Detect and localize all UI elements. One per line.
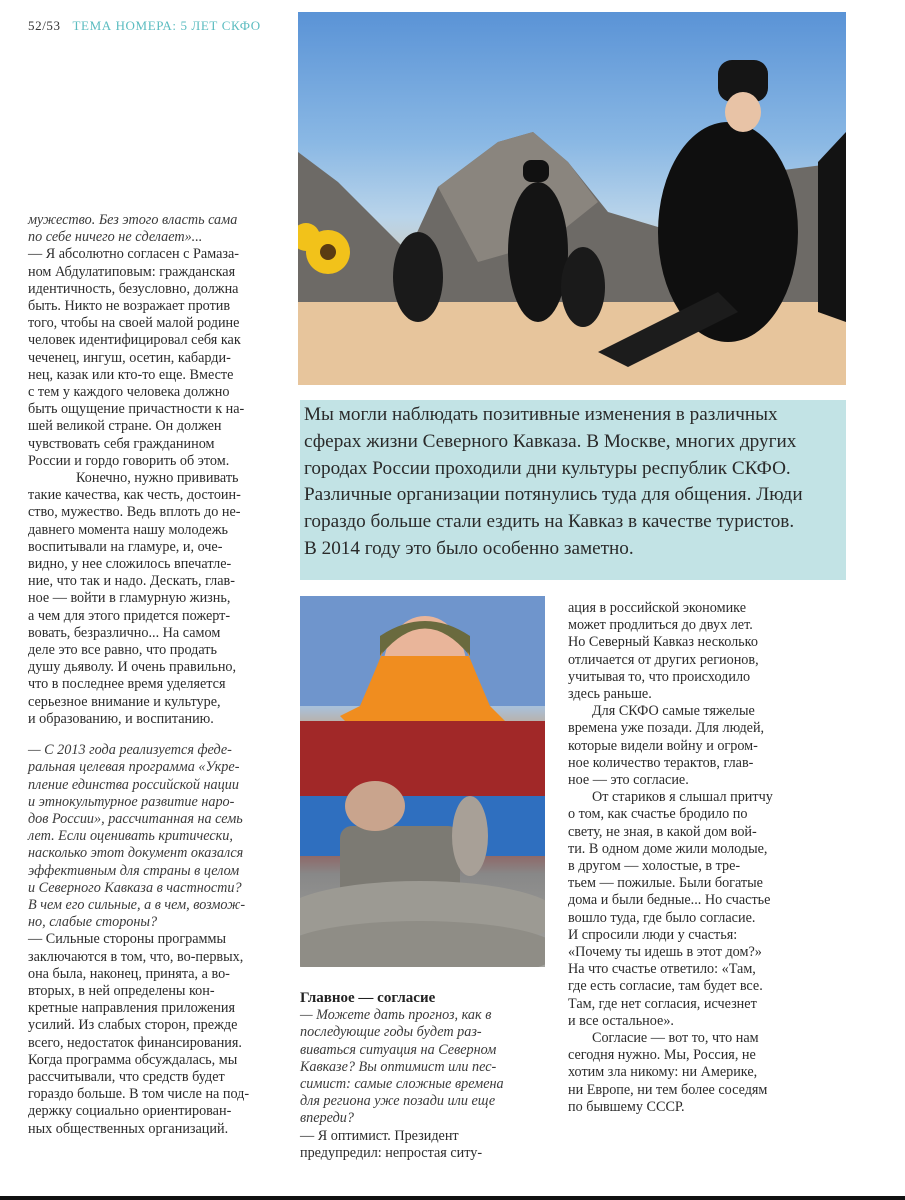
- running-header: [28, 18, 261, 34]
- text-line: Для СКФО самые тяжелые: [592, 703, 755, 720]
- text-line: ние, что так и надо. Дескать, глав-: [28, 573, 235, 590]
- text-line: человек идентифицировал себя как: [28, 332, 241, 349]
- text-line: ных общественных организаций.: [28, 1120, 229, 1137]
- text-line: В чем его сильные, а в чем, возмож-: [28, 896, 246, 913]
- text-line: что в последнее время уделяется: [28, 676, 226, 693]
- text-line: в другом — холостые, в тре-: [568, 858, 741, 875]
- text-line: Конечно, нужно прививать: [76, 470, 239, 487]
- text-line: о том, как счастье бродило по: [568, 806, 748, 823]
- text-line: чеченец, ингуш, осетин, кабарди-: [28, 349, 231, 366]
- text-line: ральная целевая программа «Укре-: [28, 759, 240, 776]
- pull-quote-line: Мы могли наблюдать позитивные изменения в различных: [304, 404, 778, 425]
- text-line: вторых, в ней определены кон-: [28, 982, 215, 999]
- text-line: быть ощущение причастности к на-: [28, 401, 245, 418]
- text-line: но, слабые стороны?: [28, 914, 158, 931]
- text-line: для региона уже позади или еще: [300, 1093, 496, 1110]
- potter-illustration: [300, 596, 545, 967]
- text-line: давнего момента нашу молодежь: [28, 521, 228, 538]
- text-line: чувствовать себя гражданином: [28, 435, 215, 452]
- text-line: дома и были бедные... Но счастье: [568, 892, 771, 909]
- interview-question: [300, 1007, 550, 1127]
- text-line: всего, недостаток финансирования.: [28, 1034, 242, 1051]
- text-line: насколько этот документ оказался: [28, 845, 244, 862]
- text-line: Но Северный Кавказ несколько: [568, 634, 758, 651]
- text-line: а чем для этого придется пожерт-: [28, 607, 231, 624]
- text-line: сегодня нужно. Мы, Россия, не: [568, 1047, 756, 1064]
- text-line: ное — войти в гламурную жизнь,: [28, 590, 231, 607]
- text-line: предупредил: непростая ситу-: [300, 1144, 483, 1161]
- text-line: эффективным для страны в целом: [28, 862, 240, 879]
- text-line: кретные направления приложения: [28, 1000, 236, 1017]
- article-column-2: [300, 990, 550, 1162]
- text-line: по себе ничего не сделает»...: [28, 229, 203, 246]
- text-line: последующие годы будет раз-: [300, 1024, 482, 1041]
- pull-quote-line: В 2014 году это было особенно заметно.: [304, 537, 634, 559]
- article-column-1: [28, 212, 278, 1138]
- text-line: воспитывали на гламуре, и, оче-: [28, 538, 223, 555]
- text-line: От стариков я слышал притчу: [592, 789, 773, 806]
- photo-dancers: [298, 12, 846, 385]
- text-line: учитывая то, что происходило: [568, 668, 751, 685]
- text-line: держку социально ориентирован-: [28, 1103, 232, 1120]
- article-column-3: [568, 600, 808, 1116]
- text-line: Согласие — вот то, что нам: [592, 1030, 759, 1047]
- text-line: — Сильные стороны программы: [28, 931, 227, 948]
- text-line: дов России», рассчитанная на семь: [28, 810, 243, 827]
- pull-quote-line: сферах жизни Северного Кавказа. В Москве, многих других: [304, 430, 797, 452]
- text-line: На что счастье ответило: «Там,: [568, 961, 756, 978]
- text-line: — Я оптимист. Президент: [300, 1127, 459, 1144]
- text-line: «Почему ты идешь в этот дом?»: [568, 944, 762, 961]
- text-line: гораздо больше. В том числе на под-: [28, 1086, 250, 1103]
- text-line: деле это все равно, что продать: [28, 642, 217, 659]
- text-line: и все остальное».: [568, 1012, 674, 1029]
- text-line: виваться ситуация на Северном: [300, 1041, 497, 1058]
- quote-continuation: [28, 212, 278, 246]
- text-line: ное — это согласие.: [568, 772, 689, 789]
- body-paragraph: [28, 470, 278, 728]
- text-line: идентичность, безусловно, должна: [28, 280, 239, 297]
- body-paragraph: [568, 789, 808, 1030]
- text-line: симист: самые сложные времена: [300, 1076, 504, 1093]
- body-paragraph: [568, 1030, 808, 1116]
- text-line: ация в российской экономике: [568, 600, 747, 616]
- pull-quote-line: Различные организации потянулись туда для общения. Люди: [304, 484, 803, 506]
- text-line: ни Европе, ни тем более соседям: [568, 1081, 768, 1098]
- text-line: тьем — пожилые. Были богатые: [568, 875, 763, 892]
- text-line: усилий. Из слабых сторон, прежде: [28, 1017, 238, 1034]
- section-title: ТЕМА НОМЕРА: 5 ЛЕТ СКФО: [72, 18, 261, 33]
- text-line: России и гордо говорить об этом.: [28, 452, 230, 469]
- text-line: может продлиться до двух лет.: [568, 617, 753, 634]
- text-line: ном Абдулатиповым: гражданская: [28, 263, 236, 280]
- text-line: Кавказе? Вы оптимист или пес-: [300, 1058, 497, 1075]
- text-line: лет. Если оценивать критически,: [28, 828, 233, 845]
- text-line: шей великой стране. Он должен: [28, 418, 222, 435]
- text-line: впереди?: [300, 1110, 354, 1127]
- body-paragraph: [568, 703, 808, 789]
- text-line: ное количество терактов, глав-: [568, 754, 754, 771]
- answer-paragraph: [28, 931, 278, 1137]
- pull-quote-line: гораздо больше стали ездить на Кавказ в качестве туристов.: [304, 511, 795, 533]
- body-paragraph: [568, 600, 808, 703]
- text-line: такие качества, как честь, достоин-: [28, 487, 241, 504]
- text-line: с тем у каждого человека должно: [28, 384, 230, 401]
- text-line: здесь раньше.: [568, 686, 652, 703]
- dancers-illustration: [298, 12, 846, 385]
- text-line: нец, казак или кто-то еще. Вместе: [28, 366, 234, 383]
- text-line: — Я абсолютно согласен с Рамаза-: [28, 246, 239, 263]
- text-line: — Можете дать прогноз, как в: [300, 1007, 492, 1024]
- subheading: Главное — согласие: [300, 990, 436, 1006]
- text-line: которые видели войну и огром-: [568, 737, 758, 754]
- interview-question: [28, 742, 278, 931]
- page-numbers: 52/53: [28, 18, 61, 33]
- text-line: того, чтобы на своей малой родине: [28, 315, 240, 332]
- text-line: вошло туда, где было согласие.: [568, 909, 756, 926]
- text-line: пление единства российской нации: [28, 776, 239, 793]
- text-line: ство, мужество. Ведь вплоть до не-: [28, 504, 241, 521]
- text-line: и образованию, и воспитанию.: [28, 710, 214, 727]
- text-line: Там, где нет согласия, исчезнет: [568, 995, 757, 1012]
- text-line: мужество. Без этого власть сама: [28, 212, 238, 228]
- pull-quote-line: городах России проходили дни культуры республик СКФО.: [304, 457, 791, 479]
- text-line: где есть согласие, там будет все.: [568, 978, 763, 995]
- page-bottom-edge: [0, 1196, 905, 1200]
- text-line: по бывшему СССР.: [568, 1098, 685, 1115]
- photo-potter: [300, 596, 545, 967]
- answer-paragraph: [300, 1128, 550, 1162]
- text-line: и этнокультурное развитие наро-: [28, 793, 235, 810]
- text-line: отличается от других регионов,: [568, 651, 759, 668]
- text-line: И спросили люди у счастья:: [568, 926, 738, 943]
- text-line: и Северного Кавказа в частности?: [28, 879, 242, 896]
- text-line: серьезное внимание и культуре,: [28, 693, 221, 710]
- text-line: времена уже позади. Для людей,: [568, 720, 765, 737]
- text-line: вовать, безразлично... На самом: [28, 624, 221, 641]
- text-line: — С 2013 года реализуется феде-: [28, 742, 232, 759]
- text-line: Когда программа обсуждалась, мы: [28, 1051, 238, 1068]
- text-line: заключаются в том, что, во-первых,: [28, 948, 244, 965]
- pull-quote: [300, 400, 846, 580]
- text-line: душу дьяволу. И очень правильно,: [28, 659, 237, 676]
- text-line: хотим зла никому: ни Америке,: [568, 1064, 758, 1081]
- text-line: она была, наконец, принята, а во-: [28, 965, 230, 982]
- answer-paragraph: [28, 246, 278, 470]
- text-line: видно, у нее сложилось впечатле-: [28, 556, 232, 573]
- text-line: ти. В одном доме жили молодые,: [568, 840, 768, 857]
- text-line: свету, не зная, в какой дом вой-: [568, 823, 757, 840]
- text-line: рассчитывали, что средств будет: [28, 1068, 225, 1085]
- text-line: быть. Никто не возражает против: [28, 298, 231, 315]
